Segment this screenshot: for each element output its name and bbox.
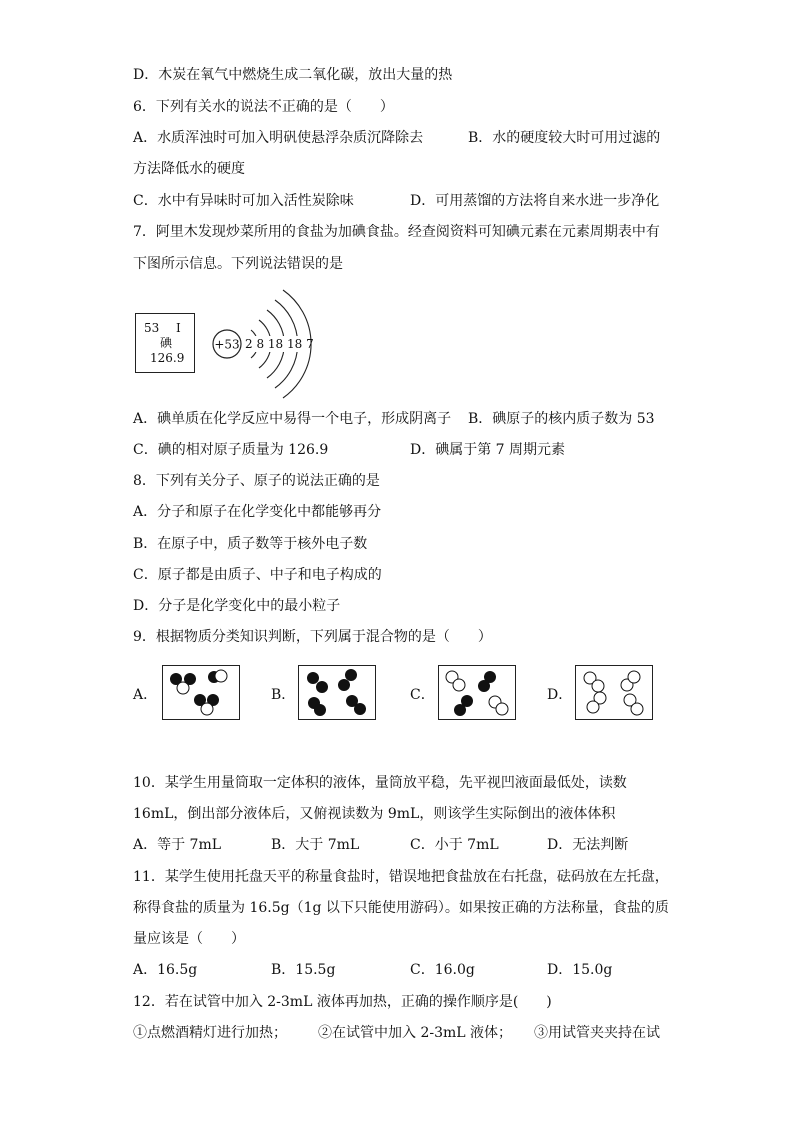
q10-option-b: B．大于 7mL (271, 837, 360, 853)
q11-stem: 11．某学生使用托盘天平的称量食盐时，错误地把食盐放在右托盘，砝码放在左托盘， (133, 869, 669, 885)
white-atom (201, 703, 213, 715)
element-name: 碘 (160, 336, 173, 350)
black-atom (354, 703, 366, 715)
q11-option-c: C．16.0g (410, 962, 475, 978)
white-atom (587, 701, 599, 713)
white-atom (628, 671, 640, 683)
atomic-structure-diagram (205, 282, 315, 404)
periodic-element-card (135, 313, 195, 373)
q6-option-c: C．水中有异味时可加入活性炭除味 (133, 193, 354, 209)
black-atom (316, 681, 328, 693)
q10-stem-cont: 16mL，倒出部分液体后，又俯视读数为 9mL，则该学生实际倒出的液体体积 (133, 806, 616, 822)
q11-option-d: D．15.0g (547, 962, 613, 978)
q9-option-c-label: C． (410, 687, 435, 703)
q10-stem: 10．某学生用量筒取一定体积的液体，量筒放平稳，先平视凹液面最低处，读数 (133, 775, 627, 791)
q6-option-b-cont: 方法降低水的硬度 (133, 161, 245, 177)
white-atom (453, 679, 465, 691)
nucleus-charge: +53 (214, 337, 240, 352)
q6-option-a: A．水质浑浊时可加入明矾使悬浮杂质沉降除去 (133, 130, 424, 146)
black-atom (345, 669, 357, 681)
q8-option-b: B．在原子中，质子数等于核外电子数 (133, 536, 368, 552)
black-atom (184, 673, 196, 685)
q8-option-c: C．原子都是由质子、中子和电子构成的 (133, 567, 382, 583)
q6-option-d: D．可用蒸馏的方法将自来水进一步净化 (410, 193, 660, 209)
q8-option-a: A．分子和原子在化学变化中都能够再分 (133, 504, 382, 520)
q10-option-a: A．等于 7mL (133, 837, 222, 853)
q7-option-b: B．碘原子的核内质子数为 53 (468, 411, 655, 427)
q10-option-d: D．无法判断 (547, 837, 629, 853)
q9-option-d-diagram (575, 665, 653, 720)
q12-step-1: ①点燃酒精灯进行加热； (133, 1025, 287, 1041)
atomic-mass: 126.9 (150, 351, 185, 365)
black-atom (307, 672, 319, 684)
q9-option-c-diagram (438, 665, 516, 720)
black-atom (338, 679, 350, 691)
black-atom (314, 704, 326, 716)
q9-option-a-diagram (162, 665, 240, 720)
q8-option-d: D．分子是化学变化中的最小粒子 (133, 598, 341, 614)
q7-stem: 7．阿里木发现炒菜所用的食盐为加碘食盐。经查阅资料可知碘元素在元素周期表中有 (133, 224, 660, 240)
q12-step-2: ②在试管中加入 2-3mL 液体； (318, 1025, 513, 1041)
q7-option-d: D．碘属于第 7 周期元素 (410, 442, 566, 458)
q11-option-a: A．16.5g (133, 962, 198, 978)
q5-option-d: D．木炭在氧气中燃烧生成二氧化碳，放出大量的热 (133, 67, 453, 83)
q6-stem: 6．下列有关水的说法不正确的是（ ） (133, 99, 394, 115)
q12-stem: 12．若在试管中加入 2-3mL 液体再加热，正确的操作顺序是( ) (133, 994, 552, 1010)
q12-step-3: ③用试管夹夹持在试 (534, 1025, 660, 1041)
atomic-number: 53 (144, 321, 160, 335)
black-atom (478, 680, 490, 692)
q7-option-c: C．碘的相对原子质量为 126.9 (133, 442, 329, 458)
q11-stem-cont: 称得食盐的质量为 16.5g（1g 以下只能使用游码）。如果按正确的方法称量，食盐的质 (133, 900, 669, 916)
q7-option-a: A．碘单质在化学反应中易得一个电子，形成阴离子 (133, 411, 452, 427)
q6-option-b: B．水的硬度较大时可用过滤的 (468, 130, 661, 146)
q11-option-b: B．15.5g (271, 962, 336, 978)
q9-option-d-label: D． (547, 687, 573, 703)
q7-stem-cont: 下图所示信息。下列说法错误的是 (133, 256, 343, 272)
q9-option-b-label: B． (271, 687, 296, 703)
black-atom (454, 704, 466, 716)
electron-counts: 2 8 18 18 7 (245, 337, 314, 351)
q10-option-c: C．小于 7mL (410, 837, 499, 853)
element-symbol: I (176, 321, 181, 335)
white-atom (631, 703, 643, 715)
q8-stem: 8．下列有关分子、原子的说法正确的是 (133, 473, 380, 489)
q11-stem-cont2: 量应该是（ ） (133, 931, 245, 947)
white-atom (592, 680, 604, 692)
q9-stem: 9．根据物质分类知识判断，下列属于混合物的是（ ） (133, 629, 492, 645)
white-atom (496, 703, 508, 715)
white-atom (215, 670, 227, 682)
q9-option-b-diagram (298, 665, 376, 720)
q9-option-a-label: A． (133, 687, 158, 703)
